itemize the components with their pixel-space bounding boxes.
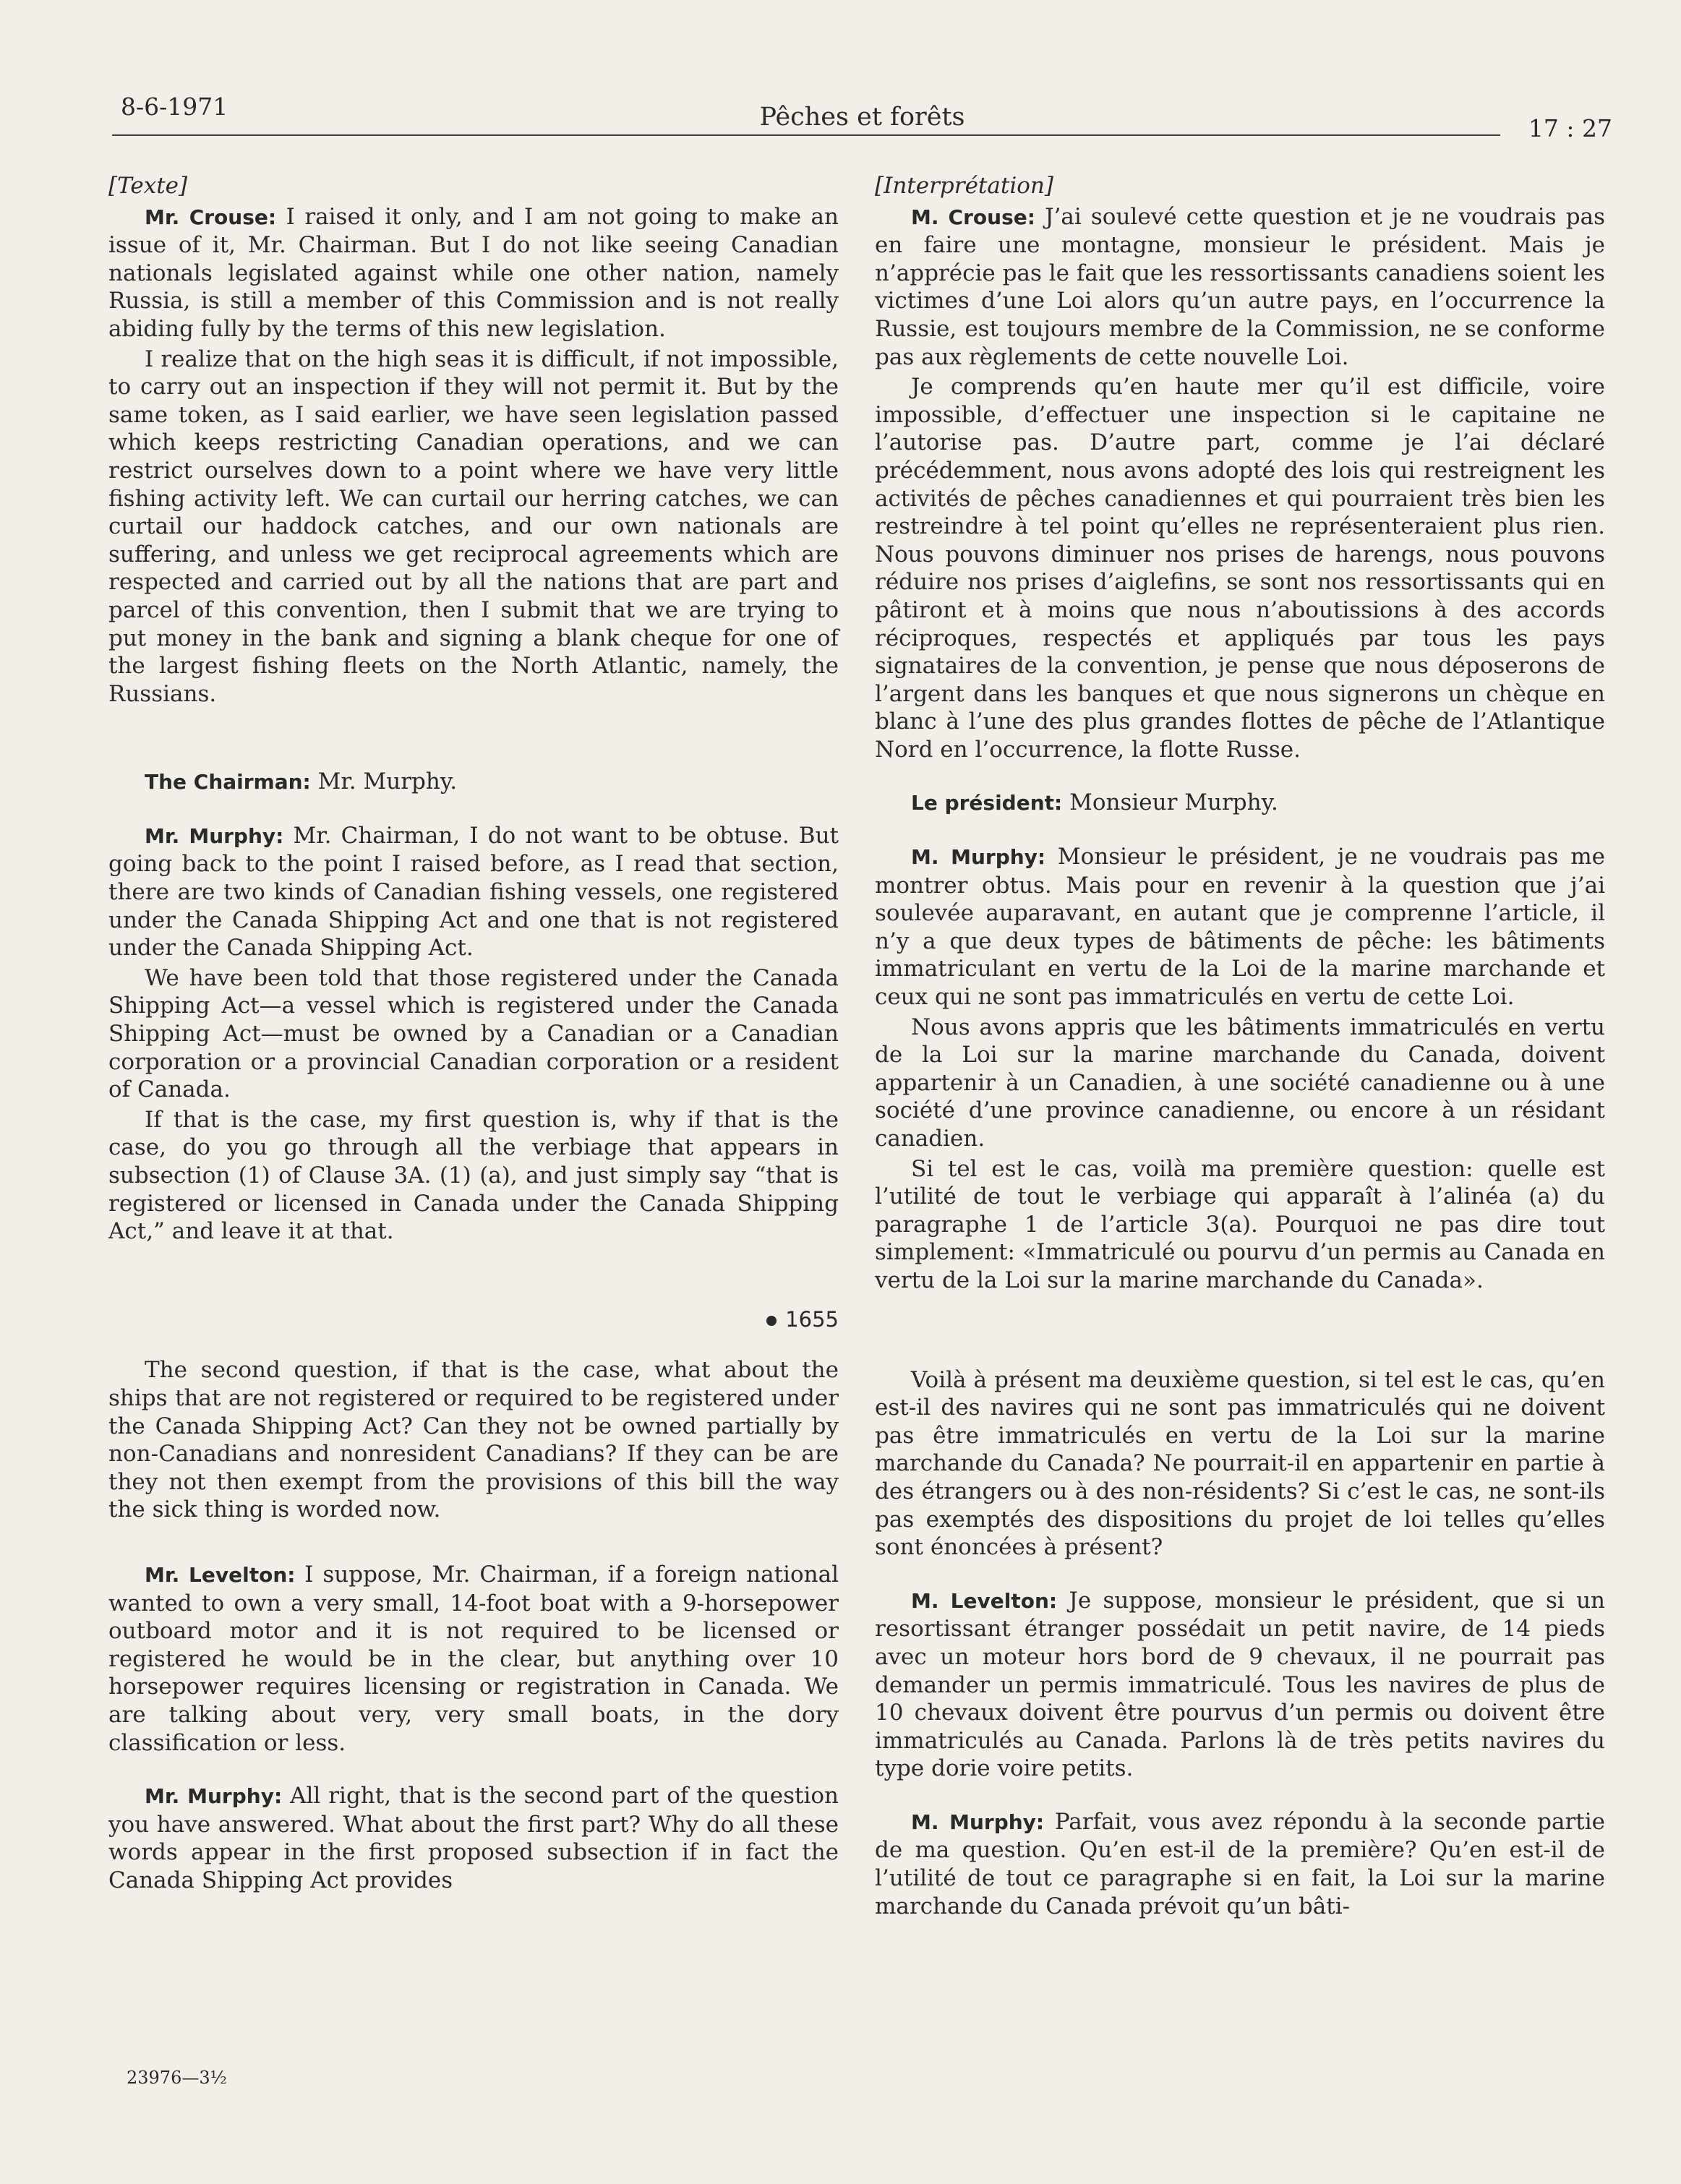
murphy-paragraph-4-fr: M. Murphy: Parfait, vous avez répondu à la seconde partie de ma question. Qu’en est-il de la première? Qu’en est-il de l’utilité de tout ce paragraphe si en fait, la Loi sur la marine marchande du Canada prévoit qu’un bâti- [875, 1808, 1605, 1919]
crouse-paragraph-1: Mr. Crouse: I raised it only, and I am not going to make an issue of it, Mr. Chairman. But I do not like seeing Canadian nationals legislated against while one other nation, namely Russia, is still a member of this Commission and is not really abiding fully by the terms of this new legislation. [108, 203, 839, 342]
speaker-label: Mr. Crouse: [145, 205, 277, 229]
speaker-label: Mr. Murphy: [145, 1784, 283, 1809]
page-header [112, 93, 1612, 142]
murphy-paragraph-1: Mr. Murphy: Mr. Chairman, I do not want to be obtuse. But going back to the point I raised before, as I read that section, there are two kinds of Canadian fishing vessels, one registered under the Canada Shipping Act and one that is not registered under the Canada Shipping Act. [108, 822, 839, 962]
speaker-label: M. Murphy: [911, 1810, 1045, 1834]
second-question-paragraph-fr: Voilà à présent ma deuxième question, si tel est le cas, qu’en est-il des navires qui ne sont pas immatriculés qui ne doivent pas être immatriculés en vertu de la Loi sur la marine marchande du Canada? Ne pourrait-il en appartenir en partie à des étrangers ou à des non-résidents? Si c’est le cas, ne sont-ils pas exemptés des dispositions du projet de loi telles qu’elles sont énoncées à présent? [875, 1366, 1605, 1561]
murphy-paragraph-2-fr: Nous avons appris que les bâtiments immatriculés en vertu de la Loi sur la marine marchande du Canada, doivent appartenir à un Canadien, à une société canadienne ou à une société d’une province canadienne, ou encore à un résidant canadien. [875, 1014, 1605, 1152]
second-question-paragraph: The second question, if that is the case, what about the ships that are not registered or required to be registered under the Canada Shipping Act? Can they not be owned partially by non-Canadians and nonresident Canadians? If they can be are they not then exempt from the provisions of this bill the way the sick thing is worded now. [108, 1357, 839, 1523]
murphy-paragraph-3-fr: Si tel est le cas, voilà ma première question: quelle est l’utilité de tout le verbiage qui apparaît à l’alinéa (a) du paragraphe 1 de l’article 3(a). Pourquoi ne pas dire tout simplement: «Immatriculé ou pourvu d’un permis au Canada en vertu de la Loi sur la marine marchande du Canada». [875, 1155, 1605, 1293]
interpretation-tag: [Interprétation] [875, 173, 1053, 199]
murphy-paragraph-3: If that is the case, my first question is, why if that is the case, do you go through all the verbiage that appears in subsection (1) of Clause 3A. (1) (a), and just simply say “that is registered or licensed in Canada under the Canada Shipping Act,” and leave it at that. [108, 1106, 839, 1245]
murphy-paragraph-1-fr: M. Murphy: Monsieur le président, je ne voudrais pas me montrer obtus. Mais pour en revenir à la question que j’ai soulevée auparavant, en autant que je comprenne l’article, il n’y a que deux types de bâtiments de pêche: les bâtiments immatriculant en vertu de la Loi de la marine marchande et ceux qui ne sont pas immatriculés en vertu de cette Loi. [875, 844, 1606, 1011]
text-tag: [Texte] [108, 173, 188, 199]
chairman-paragraph-fr: Le président: Monsieur Murphy. [911, 789, 1278, 816]
bullet-icon [766, 1316, 777, 1326]
french-column [875, 172, 1605, 1922]
murphy-paragraph-4: Mr. Murphy: All right, that is the second part of the question you have answered. What about the first part? Why do all these words appear in the first proposed subsection if in fact the Canada Shipping Act provides [108, 1783, 839, 1893]
header-rule [112, 134, 1500, 136]
print-code-footer: 23976—3½ [127, 2068, 227, 2088]
levelton-paragraph: Mr. Levelton: I suppose, Mr. Chairman, if a foreign national wanted to own a very small, 14-foot boat with a 9-horsepower outboard motor and it is not required to be licensed or registered he would be in the clear, but anything over 10 horsepower requires licensing or registration in Canada. We are talking about very, very small boats, in the dory classification or less. [108, 1561, 839, 1756]
header-title: Pêches et forêts [759, 103, 965, 132]
murphy-paragraph-2: We have been told that those registered under the Canada Shipping Act—a vessel which is registered under the Canada Shipping Act—must be owned by a Canadian or a Canadian corporation or a provincial Canadian corporation or a resident of Canada. [108, 964, 839, 1103]
chairman-paragraph: The Chairman: Mr. Murphy. [145, 768, 458, 795]
speaker-label: Le président: [911, 791, 1063, 815]
speaker-label: Mr. Levelton: [145, 1562, 296, 1587]
header-page-number: 17 : 27 [1528, 114, 1612, 142]
speaker-label: M. Crouse: [911, 205, 1035, 229]
speaker-label: M. Levelton: [911, 1588, 1058, 1613]
english-column [108, 172, 839, 1896]
speaker-label: The Chairman: [145, 770, 311, 795]
crouse-paragraph-1-fr: M. Crouse: J’ai soulevé cette question et je ne voudrais pas en faire une montagne, monsieur le président. Mais je n’apprécie pas le fait que les ressortissants canadiens soient les victimes d’une Loi alors qu’un autre pays, en l’occurrence la Russie, est toujours membre de la Commission, ne se conforme pas aux règlements de cette nouvelle Loi. [875, 203, 1605, 370]
crouse-paragraph-2: I realize that on the high seas it is difficult, if not impossible, to carry out an inspection if they will not permit it. But by the same token, as I said earlier, we have seen legislation passed which keeps restricting Canadian operations, and we can restrict ourselves down to a point where we have very little fishing activity left. We can curtail our herring catches, we can curtail our haddock catches, and our own nationals are suffering, and unless we get reciprocal agreements which are respected and carried out by all the nations that are part and parcel of this convention, then I submit that we are trying to put money in the bank and signing a blank cheque for one of the largest fishing fleets on the North Atlantic, namely, the Russians. [108, 346, 839, 707]
speaker-label: M. Murphy: [911, 845, 1046, 870]
speaker-label: Mr. Murphy: [145, 823, 284, 848]
proceedings-time-marker: 1655 [108, 1306, 839, 1334]
crouse-paragraph-2-fr: Je comprends qu’en haute mer qu’il est difficile, voire impossible, d’effectuer une inspection si le capitaine ne l’autorise pas. D’autre part, comme je l’ai déclaré précédemment, nous avons adopté des lois qui restreignent les activités de pêches canadiennes et qui pourraient très bien les restreindre à tel point qu’elles ne représenteraient plus rien. Nous pouvons diminuer nos prises de harengs, nous pouvons réduire nos prises d’aiglefins, se sont nos ressortissants qui en pâtiront et à moins que nous n’aboutissions à des accords réciproques, respectés et appliqués par tous les pays signataires de la convention, je pense que nous déposerons de l’argent dans les banques et que nous signerons un chèque en blanc à l’une des plus grandes flottes de pêche de l’Atlantique Nord en l’occurrence, la flotte Russe. [875, 374, 1605, 763]
levelton-paragraph-fr: M. Levelton: Je suppose, monsieur le président, que si un resortissant étranger possédait un petit navire, de 14 pieds avec un moteur hors bord de 9 chevaux, il ne pourrait pas demander un permis immatriculé. Tous les navires de plus de 10 chevaux doivent être pourvus d’un permis ou doivent être immatriculés au Canada. Parlons là de très petits navires du type dorie voire petits. [875, 1587, 1605, 1782]
header-date: 8-6-1971 [121, 93, 228, 121]
